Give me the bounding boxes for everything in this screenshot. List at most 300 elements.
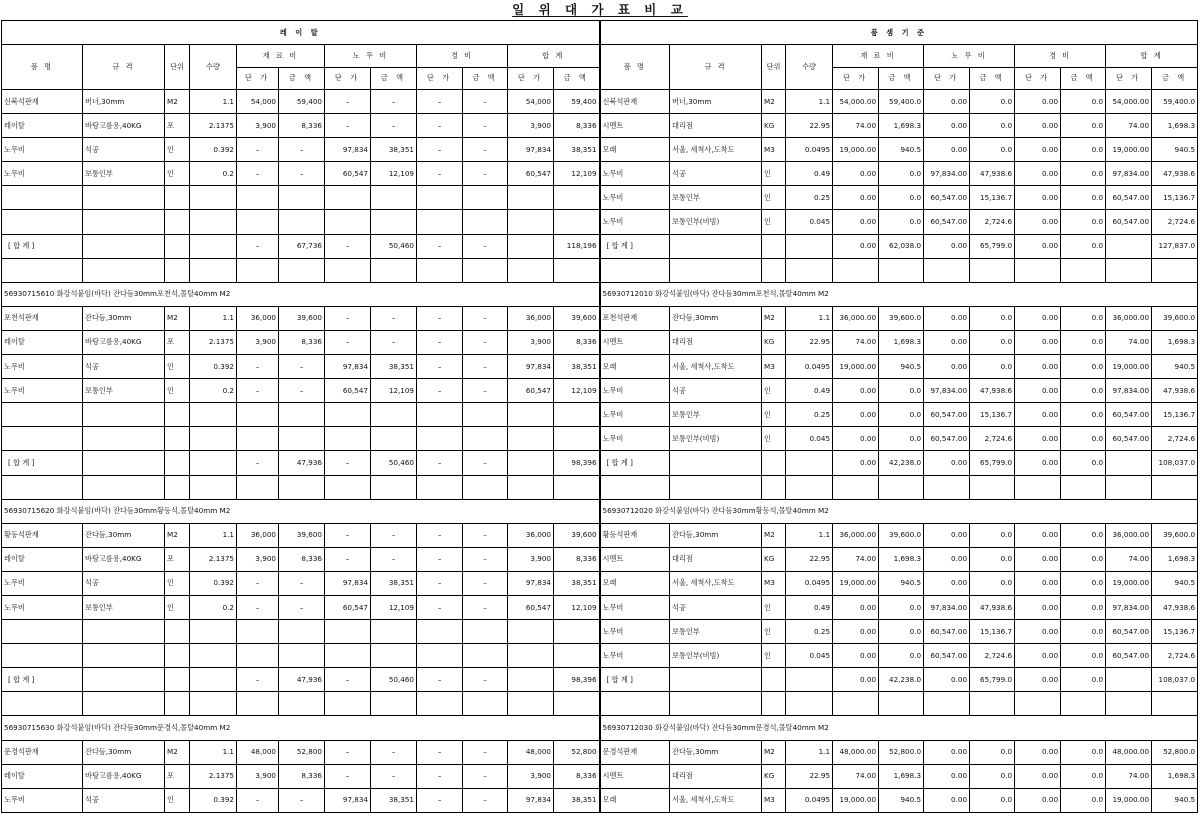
left-cell: 39,600 xyxy=(279,523,325,547)
left-cell xyxy=(417,210,463,234)
left-cell: 잔다듬,30mm xyxy=(83,306,165,330)
left-cell xyxy=(463,692,508,716)
right-cell xyxy=(762,451,786,475)
left-cell: 50,460 xyxy=(371,668,417,692)
left-cell xyxy=(463,475,508,499)
left-cell: 1.1 xyxy=(190,306,237,330)
table-row xyxy=(2,595,1198,619)
left-cell: – xyxy=(463,740,508,764)
right-cell: 0.00 xyxy=(1015,571,1061,595)
right-cell: 60,547.00 xyxy=(1106,210,1152,234)
right-cell: 0.00 xyxy=(924,571,970,595)
table-row xyxy=(2,764,1198,788)
table-row xyxy=(2,162,1198,186)
right-cell xyxy=(924,475,970,499)
left-cell: 97,834 xyxy=(508,138,554,162)
right-cell: 0.0495 xyxy=(786,138,833,162)
right-section-header: 56930712020 화강석붙임(바닥) 잔다듬30mm황등석,몰탈40mm M2 xyxy=(600,499,1198,523)
right-cell: 0.00 xyxy=(1015,620,1061,644)
right-cell: 74.00 xyxy=(1106,114,1152,138)
left-cell xyxy=(83,668,165,692)
col-qty: 수량 xyxy=(786,45,833,90)
left-cell: 노무비 xyxy=(2,788,83,812)
left-cell xyxy=(371,427,417,451)
left-cell: – xyxy=(237,668,279,692)
right-cell: 시멘트 xyxy=(600,114,670,138)
right-cell xyxy=(762,258,786,282)
left-cell: – xyxy=(371,90,417,114)
right-cell xyxy=(1061,258,1106,282)
right-cell xyxy=(1152,258,1198,282)
right-cell: 0.00 xyxy=(1015,644,1061,668)
right-cell xyxy=(762,668,786,692)
right-cell: 15,136.7 xyxy=(970,620,1015,644)
right-cell xyxy=(1106,668,1152,692)
right-cell: 0.00 xyxy=(833,379,879,403)
table-row xyxy=(2,740,1198,764)
left-cell: 60,547 xyxy=(508,162,554,186)
left-cell: 47,936 xyxy=(279,451,325,475)
right-cell: 0.00 xyxy=(833,234,879,258)
right-cell: 0.0 xyxy=(1061,403,1106,427)
right-cell: 0.0 xyxy=(1061,764,1106,788)
left-cell: 39,600 xyxy=(554,523,600,547)
right-cell xyxy=(1061,475,1106,499)
right-cell: 서울, 세척사,도착도 xyxy=(670,138,762,162)
right-cell: 65,799.0 xyxy=(970,451,1015,475)
right-cell: KG xyxy=(762,764,786,788)
left-cell: 12,109 xyxy=(554,162,600,186)
right-cell: 60,547.00 xyxy=(924,186,970,210)
left-cell xyxy=(2,427,83,451)
right-cell xyxy=(600,692,670,716)
left-cell xyxy=(165,692,190,716)
left-cell xyxy=(508,475,554,499)
right-cell: 0.00 xyxy=(1015,306,1061,330)
right-cell xyxy=(1106,451,1152,475)
right-cell xyxy=(924,258,970,282)
col-total: 합 계 xyxy=(508,45,600,68)
right-cell: 15,136.7 xyxy=(970,403,1015,427)
right-cell: 인 xyxy=(762,620,786,644)
right-cell: 인 xyxy=(762,186,786,210)
right-cell: 0.00 xyxy=(1015,355,1061,379)
left-cell: 인 xyxy=(165,138,190,162)
right-cell: 0.25 xyxy=(786,403,833,427)
right-cell: 1,698.3 xyxy=(1152,114,1198,138)
left-cell xyxy=(463,427,508,451)
left-cell xyxy=(165,668,190,692)
left-cell: 3,900 xyxy=(508,114,554,138)
right-cell: 석공 xyxy=(670,379,762,403)
col-unit-price: 단 가 xyxy=(417,67,463,90)
left-cell: 포천석판재 xyxy=(2,306,83,330)
left-cell xyxy=(165,620,190,644)
left-section-header: 56930715620 화강석붙임(바닥) 잔다듬30mm황등석,몰탈40mm M2 xyxy=(2,499,600,523)
left-cell xyxy=(237,475,279,499)
table-row xyxy=(2,644,1198,668)
right-cell: 보통인부(비빔) xyxy=(670,644,762,668)
right-cell xyxy=(670,692,762,716)
col-unit-price: 단 가 xyxy=(1015,67,1061,90)
col-unit-price: 단 가 xyxy=(508,67,554,90)
right-cell: 0.0 xyxy=(970,90,1015,114)
left-cell xyxy=(83,258,165,282)
left-cell: 2.1375 xyxy=(190,330,237,354)
right-cell: 인 xyxy=(762,644,786,668)
right-cell: 0.00 xyxy=(924,764,970,788)
right-cell: 0.00 xyxy=(924,114,970,138)
right-cell: 노무비 xyxy=(600,379,670,403)
left-cell: 39,600 xyxy=(554,306,600,330)
right-cell: 42,238.0 xyxy=(879,451,924,475)
col-material: 재 료 비 xyxy=(237,45,325,68)
left-section-header: 56930715630 화강석붙임(바닥) 잔다듬30mm문경석,몰탈40mm M2 xyxy=(2,716,600,740)
right-cell xyxy=(670,258,762,282)
right-cell: 0.00 xyxy=(833,668,879,692)
right-cell: 1,698.3 xyxy=(879,330,924,354)
left-cell: M2 xyxy=(165,90,190,114)
right-cell: 0.0 xyxy=(1061,138,1106,162)
left-cell: – xyxy=(325,306,371,330)
left-cell xyxy=(417,620,463,644)
right-cell: 108,037.0 xyxy=(1152,451,1198,475)
left-cell xyxy=(325,258,371,282)
right-cell: KG xyxy=(762,114,786,138)
right-cell xyxy=(879,692,924,716)
right-cell: 0.00 xyxy=(1015,234,1061,258)
right-cell: 모래 xyxy=(600,788,670,812)
right-cell: 0.0 xyxy=(1061,186,1106,210)
right-cell: 0.00 xyxy=(833,451,879,475)
right-cell xyxy=(970,692,1015,716)
left-cell: 1.1 xyxy=(190,90,237,114)
left-cell xyxy=(279,692,325,716)
right-cell: 0.0 xyxy=(1061,788,1106,812)
right-cell: 22.95 xyxy=(786,114,833,138)
right-cell: 0.00 xyxy=(924,523,970,547)
table-body xyxy=(2,90,1198,813)
right-cell: 0.045 xyxy=(786,210,833,234)
right-cell: 940.5 xyxy=(879,788,924,812)
right-cell: 47,938.6 xyxy=(970,162,1015,186)
left-cell: 67,736 xyxy=(279,234,325,258)
left-cell: 8,336 xyxy=(554,764,600,788)
right-cell: 0.49 xyxy=(786,162,833,186)
right-cell: 48,000.00 xyxy=(833,740,879,764)
left-cell: 레이탈 xyxy=(2,114,83,138)
right-cell: 인 xyxy=(762,403,786,427)
right-cell: 36,000.00 xyxy=(1106,523,1152,547)
right-cell: 47,938.6 xyxy=(970,379,1015,403)
right-cell xyxy=(670,475,762,499)
right-cell: 19,000.00 xyxy=(833,788,879,812)
right-cell: 60,547.00 xyxy=(924,403,970,427)
right-cell: 2,724.6 xyxy=(970,644,1015,668)
left-cell xyxy=(2,403,83,427)
right-cell: 0.0 xyxy=(1061,355,1106,379)
left-cell: M2 xyxy=(165,740,190,764)
col-unit-price: 단 가 xyxy=(325,67,371,90)
left-cell: – xyxy=(279,595,325,619)
left-cell xyxy=(279,210,325,234)
right-cell: 1,698.3 xyxy=(1152,330,1198,354)
right-cell: 1.1 xyxy=(786,740,833,764)
left-cell: 인 xyxy=(165,162,190,186)
right-cell: 940.5 xyxy=(879,571,924,595)
right-cell xyxy=(833,475,879,499)
left-cell xyxy=(463,186,508,210)
right-cell: 0.00 xyxy=(1015,379,1061,403)
right-cell: 36,000.00 xyxy=(833,306,879,330)
right-cell: 0.0 xyxy=(970,355,1015,379)
left-cell: – xyxy=(237,355,279,379)
right-cell: 0.0 xyxy=(1061,427,1106,451)
right-cell: 0.0 xyxy=(879,644,924,668)
left-section-header: 56930715610 화강석붙임(바닥) 잔다듬30mm포천석,몰탈40mm M2 xyxy=(2,282,600,306)
right-cell: [ 합 계 ] xyxy=(600,451,670,475)
left-cell: 인 xyxy=(165,571,190,595)
right-cell xyxy=(600,258,670,282)
left-cell: 0.2 xyxy=(190,379,237,403)
right-cell: 47,938.6 xyxy=(1152,379,1198,403)
left-cell xyxy=(237,186,279,210)
right-cell: 127,837.0 xyxy=(1152,234,1198,258)
right-cell: 59,400.0 xyxy=(1152,90,1198,114)
right-cell xyxy=(670,451,762,475)
right-cell: 0.0 xyxy=(1061,571,1106,595)
table-row xyxy=(2,547,1198,571)
left-cell: 8,336 xyxy=(279,547,325,571)
right-cell: 54,000.00 xyxy=(833,90,879,114)
table-row xyxy=(2,427,1198,451)
left-cell: 신북석판재 xyxy=(2,90,83,114)
left-cell: 바탕고름용,40KG xyxy=(83,330,165,354)
left-cell: – xyxy=(417,355,463,379)
left-cell xyxy=(417,475,463,499)
page-title-text: 일 위 대 가 표 비 교 xyxy=(512,2,688,17)
right-cell: 문경석판재 xyxy=(600,740,670,764)
left-cell: 석공 xyxy=(83,788,165,812)
left-cell xyxy=(508,210,554,234)
left-cell: – xyxy=(463,523,508,547)
left-cell: 노무비 xyxy=(2,162,83,186)
left-cell: – xyxy=(463,571,508,595)
left-cell: – xyxy=(417,138,463,162)
right-cell: 노무비 xyxy=(600,186,670,210)
right-cell: 0.00 xyxy=(833,595,879,619)
left-cell xyxy=(508,644,554,668)
left-cell xyxy=(190,210,237,234)
left-cell: 잔다듬,30mm xyxy=(83,740,165,764)
right-cell: 보통인부 xyxy=(670,403,762,427)
left-cell: 인 xyxy=(165,788,190,812)
left-cell xyxy=(190,451,237,475)
right-cell: 940.5 xyxy=(1152,571,1198,595)
left-cell: 석공 xyxy=(83,138,165,162)
right-cell: 74.00 xyxy=(1106,547,1152,571)
right-cell: 52,800.0 xyxy=(879,740,924,764)
table-row xyxy=(2,138,1198,162)
left-cell: – xyxy=(463,788,508,812)
left-cell: – xyxy=(463,330,508,354)
table-row xyxy=(2,451,1198,475)
left-cell xyxy=(83,692,165,716)
left-cell: – xyxy=(325,114,371,138)
right-cell: 0.0 xyxy=(970,523,1015,547)
right-cell: 0.00 xyxy=(924,138,970,162)
left-cell xyxy=(463,620,508,644)
left-cell: – xyxy=(417,740,463,764)
right-cell: 2,724.6 xyxy=(970,210,1015,234)
right-cell: 36,000.00 xyxy=(833,523,879,547)
left-cell xyxy=(190,692,237,716)
col-total: 합 계 xyxy=(1106,45,1198,68)
left-cell: 3,900 xyxy=(508,764,554,788)
right-cell: 39,600.0 xyxy=(879,306,924,330)
right-cell: 15,136.7 xyxy=(1152,403,1198,427)
left-cell: 60,547 xyxy=(325,162,371,186)
left-cell: 38,351 xyxy=(371,138,417,162)
right-cell xyxy=(762,692,786,716)
left-cell: – xyxy=(463,595,508,619)
left-cell: 0.392 xyxy=(190,138,237,162)
left-cell xyxy=(165,475,190,499)
right-cell: 0.00 xyxy=(1015,427,1061,451)
right-cell: 0.25 xyxy=(786,620,833,644)
right-cell: 0.0495 xyxy=(786,571,833,595)
table-row xyxy=(2,210,1198,234)
col-unit-price: 단 가 xyxy=(237,67,279,90)
right-cell: 940.5 xyxy=(1152,355,1198,379)
left-cell: – xyxy=(417,764,463,788)
right-cell: 97,834.00 xyxy=(924,379,970,403)
right-cell: 0.0 xyxy=(879,162,924,186)
table-row xyxy=(2,330,1198,354)
left-cell: – xyxy=(463,306,508,330)
right-cell: 0.0 xyxy=(970,764,1015,788)
left-cell: 38,351 xyxy=(554,355,600,379)
right-cell: 0.0 xyxy=(1061,595,1106,619)
right-cell: 잔다듬,30mm xyxy=(670,740,762,764)
right-cell xyxy=(833,258,879,282)
table-row xyxy=(2,306,1198,330)
right-cell: 1,698.3 xyxy=(1152,547,1198,571)
right-cell: 0.0 xyxy=(879,620,924,644)
left-cell xyxy=(371,186,417,210)
right-cell: M3 xyxy=(762,788,786,812)
right-cell: M2 xyxy=(762,306,786,330)
left-cell: – xyxy=(371,114,417,138)
right-cell: 19,000.00 xyxy=(1106,138,1152,162)
left-cell: 39,600 xyxy=(279,306,325,330)
right-cell: 석공 xyxy=(670,162,762,186)
right-cell: 19,000.00 xyxy=(1106,571,1152,595)
right-cell xyxy=(670,234,762,258)
left-cell xyxy=(554,186,600,210)
right-cell: 39,600.0 xyxy=(1152,523,1198,547)
left-cell: 2.1375 xyxy=(190,547,237,571)
col-unit-price: 단 가 xyxy=(924,67,970,90)
left-cell: 97,834 xyxy=(508,571,554,595)
left-cell xyxy=(417,186,463,210)
left-cell: – xyxy=(463,668,508,692)
right-cell: 0.045 xyxy=(786,644,833,668)
right-cell: [ 합 계 ] xyxy=(600,668,670,692)
left-cell: 97,834 xyxy=(325,788,371,812)
right-cell xyxy=(786,234,833,258)
right-cell: 노무비 xyxy=(600,210,670,234)
right-cell: 62,038.0 xyxy=(879,234,924,258)
right-cell: 신북석판재 xyxy=(600,90,670,114)
right-cell xyxy=(670,668,762,692)
left-cell xyxy=(463,644,508,668)
right-cell xyxy=(879,258,924,282)
left-cell: 50,460 xyxy=(371,234,417,258)
left-cell: [ 합 계 ] xyxy=(2,668,83,692)
table-header xyxy=(2,21,1198,90)
left-cell: 12,109 xyxy=(371,162,417,186)
left-cell xyxy=(325,427,371,451)
left-cell: 노무비 xyxy=(2,595,83,619)
right-cell: 0.00 xyxy=(924,668,970,692)
right-cell xyxy=(833,692,879,716)
left-cell xyxy=(190,186,237,210)
table-row xyxy=(2,186,1198,210)
left-cell xyxy=(417,258,463,282)
right-cell xyxy=(1015,258,1061,282)
right-cell xyxy=(1152,692,1198,716)
right-cell: 0.00 xyxy=(924,740,970,764)
right-cell: 19,000.00 xyxy=(833,355,879,379)
left-cell: – xyxy=(417,523,463,547)
right-cell: 0.00 xyxy=(1015,451,1061,475)
right-cell: 0.0 xyxy=(1061,379,1106,403)
left-cell xyxy=(508,668,554,692)
left-group-title: 레 이 탈 xyxy=(2,21,600,45)
right-cell: 48,000.00 xyxy=(1106,740,1152,764)
left-cell: – xyxy=(463,114,508,138)
left-cell xyxy=(2,475,83,499)
left-cell xyxy=(417,692,463,716)
left-cell: 97,834 xyxy=(325,355,371,379)
left-cell xyxy=(508,258,554,282)
left-cell xyxy=(508,427,554,451)
left-cell xyxy=(2,186,83,210)
right-cell: 0.0 xyxy=(970,740,1015,764)
right-cell: 65,799.0 xyxy=(970,668,1015,692)
right-cell: 22.95 xyxy=(786,764,833,788)
left-cell xyxy=(371,258,417,282)
left-cell xyxy=(508,692,554,716)
left-cell xyxy=(2,258,83,282)
right-cell xyxy=(1106,692,1152,716)
table-row xyxy=(2,571,1198,595)
left-cell: 97,834 xyxy=(325,138,371,162)
left-cell: 2.1375 xyxy=(190,114,237,138)
left-cell: – xyxy=(371,547,417,571)
right-cell: 0.00 xyxy=(833,186,879,210)
left-cell: – xyxy=(325,764,371,788)
left-cell: – xyxy=(463,90,508,114)
left-cell: 12,109 xyxy=(371,595,417,619)
left-cell: – xyxy=(371,330,417,354)
left-cell: 36,000 xyxy=(237,306,279,330)
left-cell: – xyxy=(371,523,417,547)
left-cell: 레이탈 xyxy=(2,547,83,571)
col-amount: 금 액 xyxy=(1152,67,1198,90)
right-cell: 잔다듬,30mm xyxy=(670,306,762,330)
